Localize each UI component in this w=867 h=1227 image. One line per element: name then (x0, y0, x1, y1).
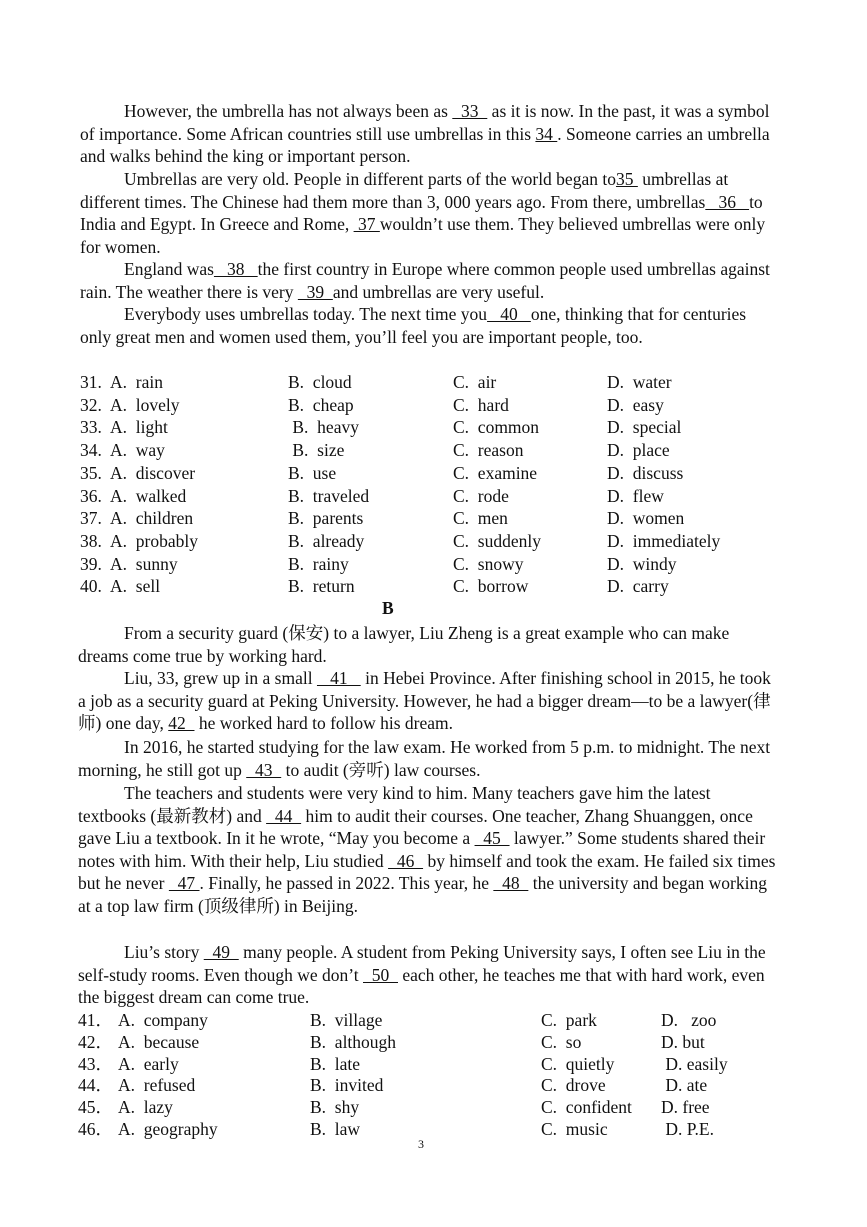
passage-a-paragraph-1 (80, 100, 780, 168)
answer-blank: 35 (615, 169, 638, 189)
paragraph-text: him to audit their courses. One teacher, Zhang Shuanggen, once gave Liu a textbook. In it he wrote, “May you become a (78, 805, 753, 849)
passage-a-paragraph-4 (80, 303, 780, 348)
paragraph-text: by himself and took the exam. He failed six times but he never (78, 850, 776, 894)
option-row (0, 394, 867, 416)
option-d: D. easy (607, 394, 664, 415)
answer-blank: 37 (353, 214, 380, 235)
question-number: 35. (80, 462, 102, 483)
paragraph-text: England was (124, 259, 214, 279)
option-row (0, 1096, 867, 1118)
option-d: D. but (661, 1031, 705, 1052)
answer-blank: 41 (316, 668, 361, 688)
option-d: D. zoo (661, 1010, 717, 1030)
paragraph-text: From a security guard (保安) to a lawyer, Liu Zheng is a great example who can make dreams come true by working hard. (78, 623, 730, 666)
option-row (0, 1031, 867, 1053)
answer-blank: 50 (363, 964, 398, 985)
option-b: B. traveled (288, 485, 370, 506)
paragraph-text: lawyer.” Some students shared their notes with him. With their help, Liu studied (78, 828, 766, 871)
paragraph-text: Liu, 33, grew up in a small (124, 668, 317, 688)
question-number: 36. (80, 485, 102, 506)
paragraph-text: one, thinking that for centuries only great men and women used them, you’ll feel you are important people, too. (80, 304, 747, 347)
option-b: B. village (310, 1010, 383, 1030)
answer-blank: 45 (474, 828, 510, 849)
option-c: C. rode (453, 485, 509, 506)
option-b: B. cloud (288, 372, 352, 392)
question-number: 43． (78, 1053, 113, 1074)
option-row (0, 1118, 867, 1140)
option-a: A. because (118, 1031, 200, 1052)
question-number: 44． (78, 1075, 113, 1096)
paragraph-text: . Finally, he passed in 2022. This year, he (199, 873, 494, 894)
option-row (0, 371, 867, 393)
option-d: D. flew (607, 485, 664, 506)
paragraph-text: many people. A student from Peking University says, I often see Liu in the self-study rooms. Even though we don’t (78, 942, 766, 985)
question-number: 33. (80, 417, 102, 438)
passage-a-paragraph-2 (80, 168, 780, 258)
paragraph-text: each other, he teaches me that with hard work, even the biggest dream can come true. (78, 964, 765, 1008)
question-number: 34. (80, 440, 102, 461)
option-d: D. immediately (607, 530, 721, 551)
paragraph-text: Liu’s story (124, 942, 204, 962)
answer-blank: 42 (168, 713, 195, 734)
question-number: 41． (78, 1010, 113, 1030)
option-b: B. law (310, 1119, 361, 1139)
option-c: C. park (541, 1010, 597, 1030)
paragraph-text: the first country in Europe where common people used umbrellas against rain. The weather there is very (80, 259, 770, 302)
question-number: 39. (80, 553, 102, 574)
option-c: C. snowy (453, 553, 524, 574)
paragraph-text: to India and Egypt. In Greece and Rome, (80, 191, 763, 235)
option-a: A. lazy (118, 1097, 173, 1118)
answer-blank: 43 (246, 759, 282, 780)
option-d: D. P.E. (661, 1119, 714, 1139)
answer-blank: 47 (168, 873, 200, 894)
option-a: A. sunny (110, 553, 178, 574)
option-b: B. although (310, 1031, 397, 1052)
option-row (0, 439, 867, 461)
answer-blank: 34 (535, 123, 558, 144)
paragraph-text: In 2016, he started studying for the law exam. He worked from 5 p.m. to midnight. The next morning, he still got up (78, 737, 771, 780)
answer-blank: 33 (452, 101, 488, 121)
option-c: C. so (541, 1031, 582, 1052)
answer-blank: 49 (203, 942, 239, 962)
answer-blank: 48 (493, 873, 529, 894)
passage-b-paragraph-3 (78, 736, 778, 781)
paragraph-text: as it is now. In the past, it was a symbol of importance. Some African countries still use umbrellas in this (80, 101, 770, 144)
option-d: D. special (607, 417, 682, 438)
option-c: C. drove (541, 1075, 606, 1096)
option-b: B. return (288, 576, 355, 597)
option-c: C. suddenly (453, 530, 541, 551)
option-row (0, 485, 867, 507)
option-row (0, 553, 867, 575)
option-b: B. parents (288, 508, 364, 529)
paragraph-text: and umbrellas are very useful. (332, 281, 545, 302)
option-b: B. invited (310, 1075, 384, 1096)
option-c: C. examine (453, 462, 538, 483)
option-row (0, 416, 867, 438)
question-number: 38. (80, 530, 102, 551)
answer-blank: 38 (213, 259, 258, 279)
option-d: D. free (661, 1097, 710, 1118)
paragraph-text: to audit (旁听) law courses. (281, 759, 481, 780)
option-c: C. men (453, 508, 508, 529)
answer-blank: 44 (266, 805, 302, 826)
answer-blank: 40 (487, 304, 531, 324)
option-a: A. discover (110, 462, 196, 483)
option-c: C. borrow (453, 576, 529, 597)
option-a: A. probably (110, 530, 198, 551)
passage-b-paragraph-1 (78, 622, 778, 667)
passage-b-paragraph-4 (78, 782, 778, 918)
option-d: D. place (607, 440, 670, 461)
answer-blank: 36 (705, 191, 750, 212)
option-a: A. light (110, 417, 168, 438)
option-d: D. ate (661, 1075, 708, 1096)
option-d: D. windy (607, 553, 677, 574)
option-a: A. geography (118, 1119, 218, 1139)
option-b: B. late (310, 1053, 361, 1074)
option-b: B. size (288, 440, 345, 461)
option-a: A. refused (118, 1075, 196, 1096)
option-a: A. sell (110, 576, 161, 597)
option-c: C. quietly (541, 1053, 615, 1074)
option-b: B. rainy (288, 553, 349, 574)
question-number: 37. (80, 508, 102, 529)
passage-b-paragraph-5 (78, 941, 778, 1009)
option-d: D. carry (607, 576, 669, 597)
option-row (0, 1053, 867, 1075)
option-row (0, 462, 867, 484)
paragraph-text: Umbrellas are very old. People in different parts of the world began to (124, 169, 616, 189)
option-d: D. water (607, 372, 672, 392)
option-a: A. lovely (110, 394, 180, 415)
paragraph-text: he worked hard to follow his dream. (194, 713, 454, 734)
option-c: C. hard (453, 394, 509, 415)
option-b: B. already (288, 530, 365, 551)
option-c: C. music (541, 1119, 608, 1139)
option-a: A. walked (110, 485, 187, 506)
option-row (0, 507, 867, 529)
paragraph-text: wouldn’t use them. They believed umbrellas were only for women. (80, 214, 766, 257)
answer-blank: 39 (297, 281, 333, 302)
question-number: 40. (80, 576, 102, 597)
option-c: C. reason (453, 440, 524, 461)
paragraph-text: Everybody uses umbrellas today. The next time you (124, 304, 488, 324)
page-number: 3 (418, 1137, 424, 1151)
paragraph-text: the university and began working at a top law firm (顶级律所) in Beijing. (78, 873, 767, 916)
passage-a-paragraph-3 (80, 258, 780, 303)
paragraph-text: in Hebei Province. After finishing school in 2015, he took a job as a security guard at Peking University. However, he had a bigger dream—to be a lawyer(律师) one day, (78, 668, 771, 734)
option-c: C. confident (541, 1097, 632, 1118)
option-c: C. air (453, 372, 497, 392)
question-number: 32. (80, 394, 102, 415)
question-number: 31. (80, 372, 102, 392)
question-number: 42． (78, 1031, 113, 1052)
option-a: A. children (110, 508, 194, 529)
passage-b-paragraph-2 (78, 667, 778, 735)
option-row (0, 1074, 867, 1096)
option-row (0, 530, 867, 552)
option-a: A. early (118, 1053, 179, 1074)
paragraph-text: umbrellas at different times. The Chinese had them more than 3, 000 years ago. From there, umbrellas (80, 169, 729, 212)
option-b: B. heavy (288, 417, 359, 438)
option-b: B. shy (310, 1097, 360, 1118)
option-b: B. use (288, 462, 337, 483)
section-b-heading: B (382, 598, 394, 618)
option-row (0, 1009, 867, 1031)
answer-blank: 46 (388, 850, 424, 871)
question-number: 45． (78, 1097, 113, 1118)
paragraph-text: . Someone carries an umbrella and walks behind the king or important person. (80, 123, 770, 167)
option-row (0, 575, 867, 597)
option-c: C. common (453, 417, 540, 438)
question-number: 46． (78, 1119, 113, 1139)
option-a: A. rain (110, 372, 163, 392)
option-d: D. easily (661, 1053, 728, 1074)
option-d: D. discuss (607, 462, 684, 483)
paragraph-text: However, the umbrella has not always been as (124, 101, 453, 121)
option-b: B. cheap (288, 394, 354, 415)
option-d: D. women (607, 508, 685, 529)
option-a: A. company (118, 1010, 208, 1030)
option-a: A. way (110, 440, 165, 461)
paragraph-text: The teachers and students were very kind to him. Many teachers gave him the latest textbooks (最新教材) and (78, 783, 711, 826)
